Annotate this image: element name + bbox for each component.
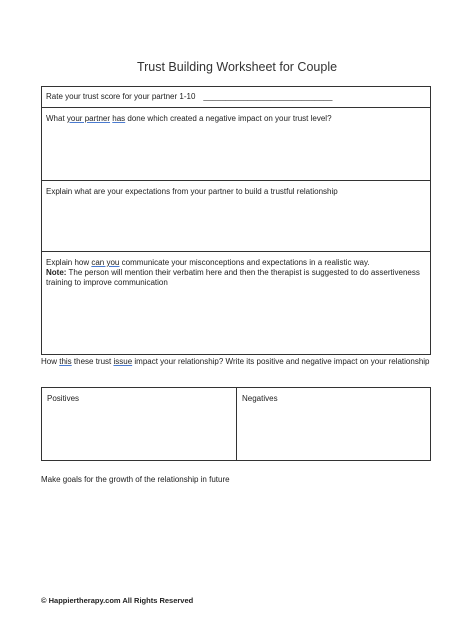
question-text: can you <box>91 258 120 267</box>
question-text: communicate your misconceptions and expectations in a realistic way. <box>119 258 370 267</box>
rate-trust-blank[interactable]: _____________________________ <box>203 92 333 101</box>
question-text: issue <box>113 357 133 366</box>
question-text: these trust <box>71 357 114 366</box>
row-divider <box>41 107 431 108</box>
negatives-cell[interactable] <box>237 388 430 460</box>
question-text: done which created a negative impact on your trust level? <box>125 114 332 123</box>
question-text: this <box>59 357 72 366</box>
row-divider <box>41 251 431 252</box>
question-text: How <box>41 357 60 366</box>
positives-cell[interactable] <box>42 388 237 460</box>
negative-impact-question <box>46 114 332 124</box>
question-text: impact your relationship? Write its positive and negative impact on your relationship <box>132 357 430 366</box>
questions-box <box>41 86 431 355</box>
page-title: Trust Building Worksheet for Couple <box>136 60 338 74</box>
question-text: has <box>112 114 126 123</box>
row-divider <box>41 180 431 181</box>
impact-question <box>41 357 436 367</box>
positives-label: Positives <box>47 394 80 403</box>
note-text: The person will mention their verbatim here and then the therapist is suggested to do assertiveness training to improve communication <box>46 268 420 287</box>
question-text: your partner <box>66 114 111 123</box>
impact-table <box>41 387 431 461</box>
goals-prompt: Make goals for the growth of the relationship in future <box>41 475 230 484</box>
question-text: What <box>46 114 67 123</box>
rate-trust-label: Rate your trust score for your partner 1-10 <box>46 92 196 101</box>
note-label: Note: <box>46 268 67 277</box>
rate-trust-row <box>46 92 332 102</box>
copyright-footer: © Happiertherapy.com All Rights Reserved <box>41 596 194 605</box>
communicate-question <box>46 258 428 288</box>
question-text: Explain how <box>46 258 92 267</box>
expectations-question: Explain what are your expectations from your partner to build a trustful relationship <box>46 187 338 196</box>
negatives-label: Negatives <box>242 394 278 403</box>
